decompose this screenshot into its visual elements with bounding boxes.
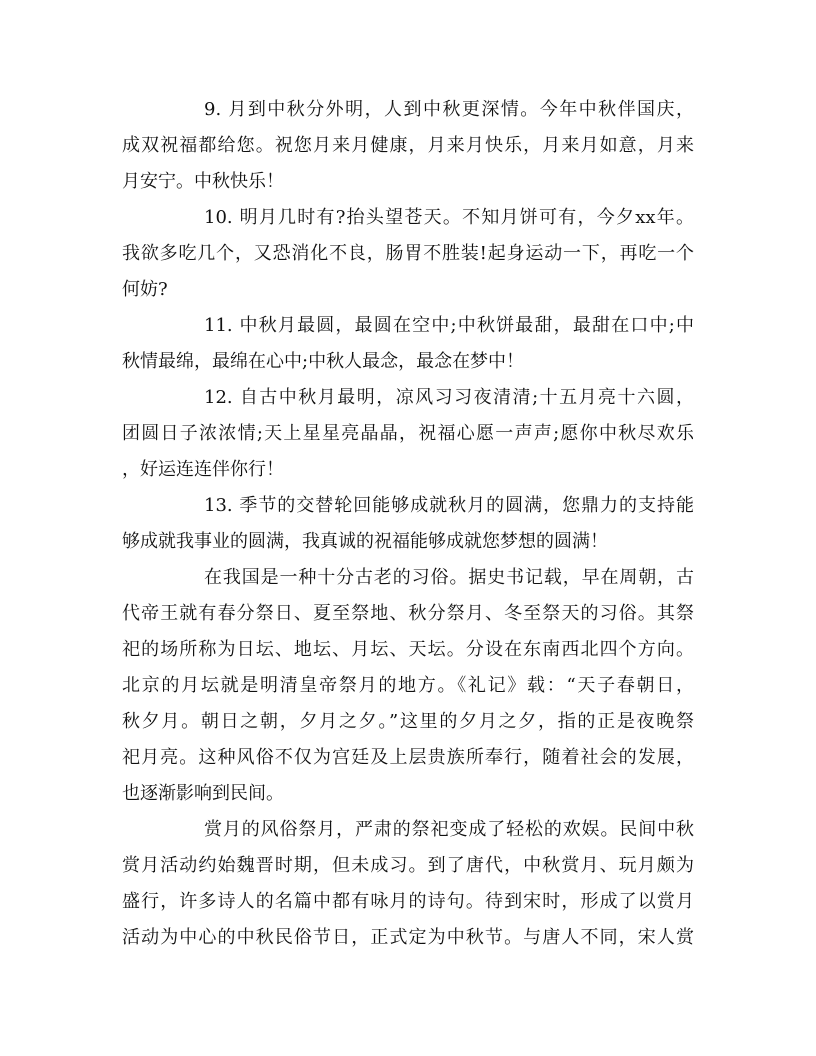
text-line-10: 团圆日子浓浓情;天上星星亮晶晶，祝福心愿一声声;愿你中秋尽欢乐: [122, 423, 694, 444]
body-text: [122, 92, 694, 956]
text-line-4: 10. 明月几时有?抬头望苍天。不知月饼可有，今夕xx年。: [204, 207, 694, 228]
text-line-11: ，好运连连伴你行！: [122, 459, 284, 480]
text-line-6: 何妨?: [122, 279, 168, 300]
text-line-16: 祀的场所称为日坛、地坛、月坛、天坛。分设在东南西北四个方向。: [122, 639, 694, 660]
text-line-15: 代帝王就有春分祭日、夏至祭地、秋分祭月、冬至祭天的习俗。其祭: [122, 603, 694, 624]
text-line-19: 祀月亮。这种风俗不仅为宫廷及上层贵族所奉行，随着社会的发展，: [122, 747, 694, 768]
text-line-1: 9. 月到中秋分外明，人到中秋更深情。今年中秋伴国庆，: [204, 99, 694, 120]
text-line-17: 北京的月坛就是明清皇帝祭月的地方。《礼记》载：“天子春朝日，: [122, 675, 694, 696]
text-line-24: 活动为中心的中秋民俗节日，正式定为中秋节。与唐人不同，宋人赏: [122, 927, 694, 948]
text-line-23: 盛行，许多诗人的名篇中都有咏月的诗句。待到宋时，形成了以赏月: [122, 891, 694, 912]
text-line-18: 秋夕月。朝日之朝，夕月之夕。”这里的夕月之夕，指的正是夜晚祭: [122, 711, 694, 732]
text-line-22: 赏月活动约始魏晋时期，但未成习。到了唐代，中秋赏月、玩月颇为: [122, 855, 694, 876]
text-line-14: 在我国是一种十分古老的习俗。据史书记载，早在周朝，古: [204, 567, 694, 588]
text-line-12: 13. 季节的交替轮回能够成就秋月的圆满，您鼎力的支持能: [204, 495, 694, 516]
text-line-9: 12. 自古中秋月最明，凉风习习夜清清;十五月亮十六圆，: [204, 387, 694, 408]
text-line-21: 赏月的风俗祭月，严肃的祭祀变成了轻松的欢娱。民间中秋: [204, 819, 694, 840]
text-line-3: 月安宁。中秋快乐！: [122, 171, 284, 192]
text-line-13: 够成就我事业的圆满，我真诚的祝福能够成就您梦想的圆满！: [122, 531, 608, 552]
text-line-8: 秋情最绵，最绵在心中;中秋人最念，最念在梦中！: [122, 351, 525, 372]
text-line-7: 11. 中秋月最圆，最圆在空中;中秋饼最甜，最甜在口中;中: [204, 315, 694, 336]
text-line-5: 我欲多吃几个，又恐消化不良，肠胃不胜装!起身运动一下，再吃一个: [122, 243, 694, 264]
text-line-20: 也逐渐影响到民间。: [122, 783, 284, 804]
text-line-2: 成双祝福都给您。祝您月来月健康，月来月快乐，月来月如意，月来: [122, 135, 694, 156]
